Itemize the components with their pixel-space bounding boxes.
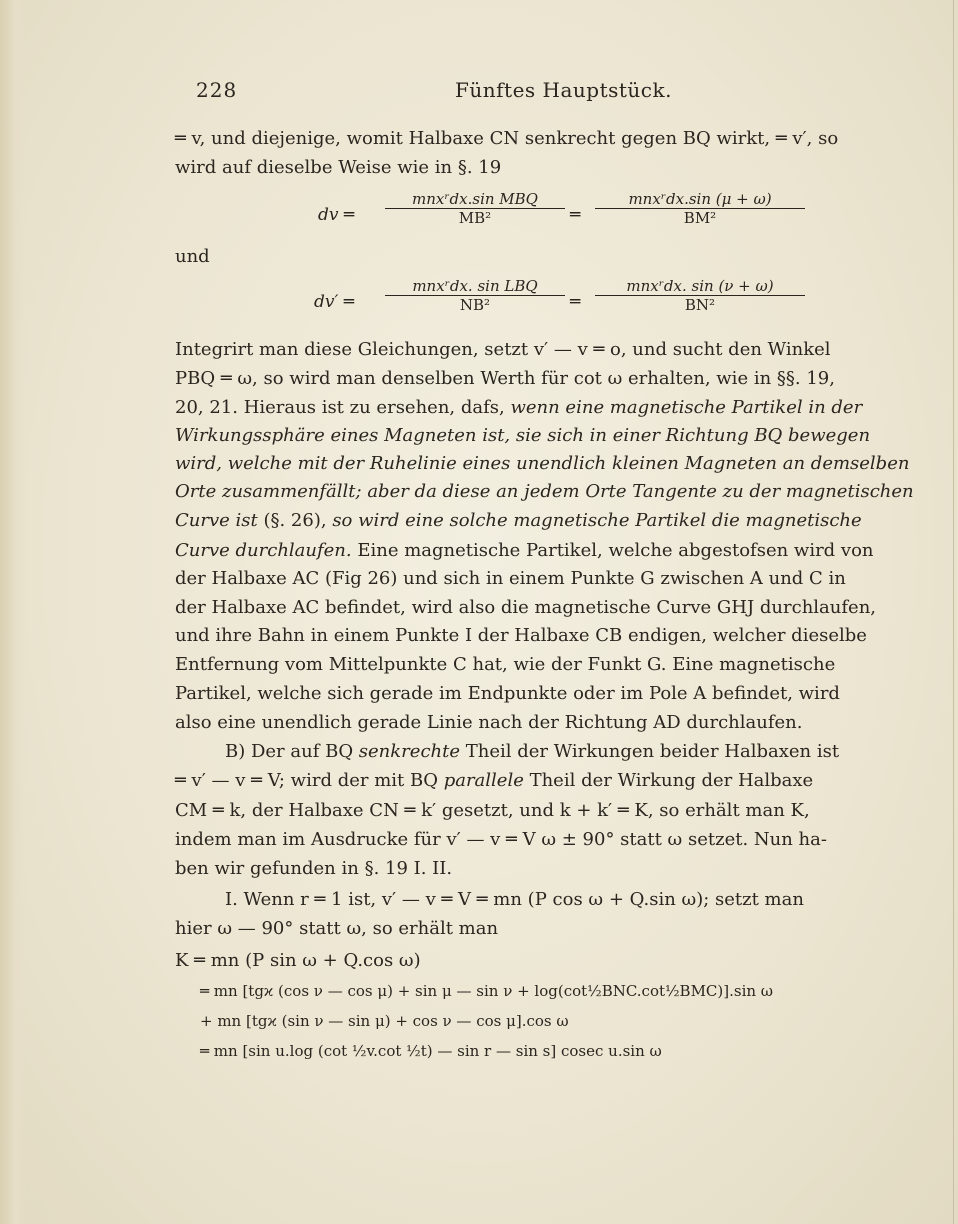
text-span: 20, 21. Hieraus ist zu ersehen, dafs, <box>175 397 511 418</box>
numerator: mnxʳdx. sin (ν + ω) <box>626 277 774 295</box>
text-line: Integrirt man diese Gleichungen, setzt v′ — v ═ o, und sucht den Winkel <box>175 339 831 360</box>
equation-line: K ═ mn (P sin ω + Q.cos ω) <box>175 950 421 971</box>
italic-span: so wird eine solche magnetische Partikel die magnetische <box>332 510 862 531</box>
text-line: wird, welche mit der Ruhelinie eines unendlich kleinen Magneten an demselben <box>175 453 910 474</box>
italic-span: wenn eine magnetische Partikel in der <box>510 397 863 418</box>
running-head: Fünftes Hauptstück. <box>455 78 672 102</box>
italic-span: Curve ist <box>175 510 264 531</box>
equation-line: ═ mn [sin u.log (cot ½v.cot ½t) — sin r — sin s] cosec u.sin ω <box>200 1042 662 1060</box>
text-line: Partikel, welche sich gerade im Endpunkte oder im Pole A befindet, wird <box>175 683 840 704</box>
text-line: ben wir gefunden in §. 19 I. II. <box>175 858 453 879</box>
italic-span: Curve durchlaufen. <box>175 540 352 561</box>
text-line: PBQ ═ ω, so wird man denselben Werth für cot ω erhalten, wie in §§. 19, <box>175 368 835 389</box>
denominator: MB² <box>458 209 492 227</box>
text-line: Wirkungssphäre eines Magneten ist, sie sich in einer Richtung BQ bewegen <box>175 425 871 446</box>
text-span: B) Der auf BQ <box>225 741 359 762</box>
equals-sign: ═ <box>570 205 581 225</box>
italic-span: senkrechte <box>358 741 461 762</box>
denominator: BN² <box>684 296 716 314</box>
text-line: Orte zusammenfällt; aber da diese an jedem Orte Tangente zu der magnetischen <box>175 481 914 502</box>
denominator: BM² <box>683 209 717 227</box>
text-line <box>175 770 935 792</box>
formula-lhs: dv′ ═ <box>314 292 354 312</box>
page-number: 228 <box>196 78 238 102</box>
italic-span: parallele <box>443 770 524 791</box>
text-line: hier ω — 90° statt ω, so erhält man <box>175 918 499 939</box>
text-line: I. Wenn r ═ 1 ist, v′ — v ═ V ═ mn (P cos ω + Q.sin ω); setzt man <box>225 889 804 910</box>
text-line: der Halbaxe AC (Fig 26) und sich in einem Punkte G zwischen A und C in <box>175 568 846 589</box>
equation-line: + mn [tgϰ (sin ν — sin μ) + cos ν — cos μ].cos ω <box>200 1012 569 1030</box>
fraction <box>385 277 565 314</box>
text-line: wird auf dieselbe Weise wie in §. 19 <box>175 157 502 178</box>
text-line <box>175 397 935 419</box>
text-span: Eine magnetische Partikel, welche abgestofsen wird von <box>351 540 874 561</box>
page-header <box>0 78 958 108</box>
text-span: ═ v′ — v ═ V; wird der mit BQ <box>175 770 444 791</box>
page-edge <box>953 0 954 1224</box>
equation-line: ═ mn [tgϰ (cos ν — cos μ) + sin μ — sin ν + log(cot½BNC.cot½BMC)].sin ω <box>200 982 774 1000</box>
formula-lhs: dv ═ <box>318 205 355 225</box>
equals-sign: ═ <box>570 292 581 312</box>
denominator: NB² <box>459 296 491 314</box>
text-line: der Halbaxe AC befindet, wird also die magnetische Curve GHJ durchlaufen, <box>175 597 877 618</box>
text-line: Entfernung vom Mittelpunkte C hat, wie der Funkt G. Eine magnetische <box>175 654 836 675</box>
text-line: und <box>175 246 210 267</box>
fraction <box>385 190 565 227</box>
text-line: ═ v, und diejenige, womit Halbaxe CN senkrecht gegen BQ wirkt, ═ v′, so <box>175 128 839 149</box>
text-span: Theil der Wirkung der Halbaxe <box>523 770 814 791</box>
text-line: also eine unendlich gerade Linie nach der Richtung AD durchlaufen. <box>175 712 803 733</box>
text-span: (§. 26), <box>263 510 333 531</box>
fraction <box>595 190 805 227</box>
text-line <box>175 510 935 532</box>
text-span: Theil der Wirkungen beider Halbaxen ist <box>460 741 840 762</box>
text-line: indem man im Ausdrucke für v′ — v ═ V ω ± 90° statt ω setzet. Nun ha- <box>175 829 827 850</box>
text-line: und ihre Bahn in einem Punkte I der Halbaxe CB endigen, welcher dieselbe <box>175 625 867 646</box>
numerator: mnxʳdx.sin (μ + ω) <box>628 190 772 208</box>
text-line <box>225 741 935 763</box>
text-line: CM ═ k, der Halbaxe CN ═ k′ gesetzt, und k + k′ ═ K, so erhält man K, <box>175 800 810 821</box>
text-line <box>175 540 935 562</box>
numerator: mnxʳdx.sin MBQ <box>412 190 538 208</box>
fraction <box>595 277 805 314</box>
numerator: mnxʳdx. sin LBQ <box>412 277 538 295</box>
page-gutter-shadow <box>0 0 26 1224</box>
